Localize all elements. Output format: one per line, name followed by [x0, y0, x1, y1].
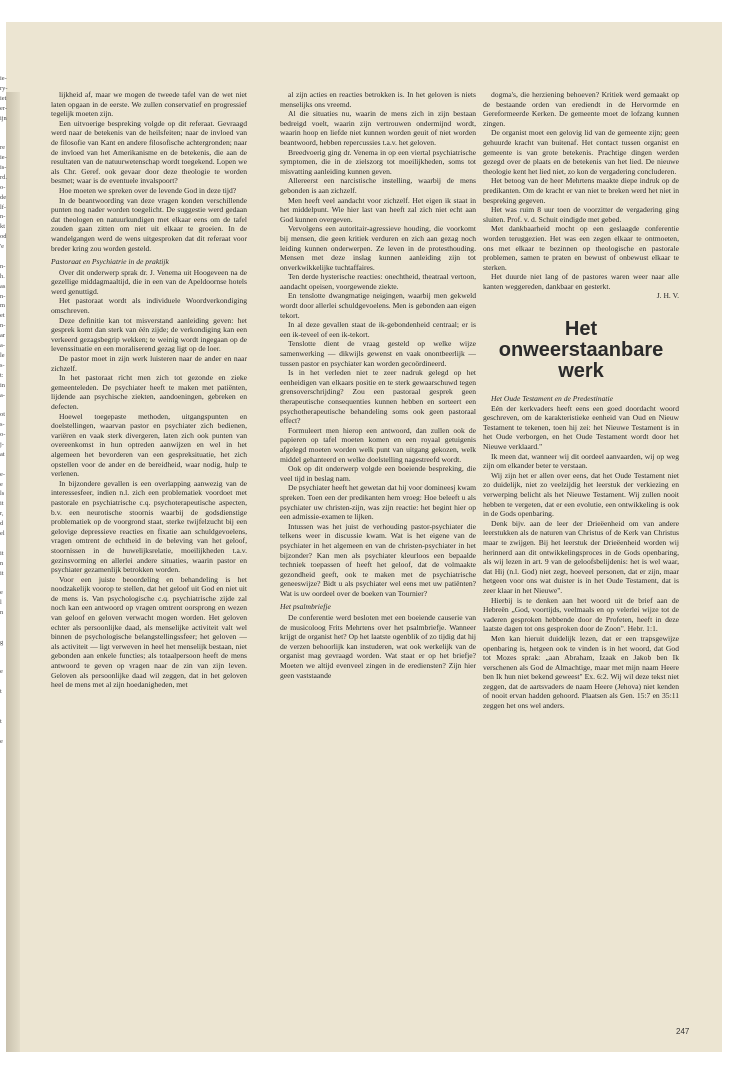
edge-fragment [0, 539, 16, 549]
edge-fragment [0, 707, 16, 717]
edge-fragment: iet [0, 94, 7, 102]
column-2 [280, 90, 476, 1020]
paragraph: Al die situaties nu, waarin de mens zich in zijn bestaan bedreigd voelt, waarin zijn vertrouwen ondermijnd wordt, waarin hoop en liefde niet kunnen worden geuit of niet worden beantwoord, hebben repercussies t.a.v. het geloven. [280, 109, 476, 147]
edge-fragment: ot [0, 411, 5, 419]
edge-fragment [0, 697, 16, 707]
edge-fragment: at [0, 450, 5, 458]
paragraph: Tenslotte dient de vraag gesteld op welke wijze samenwerking — dikwijls gewenst en vaak onontbeerlijk — tussen pastor en psychiater kan worden gecoördineerd. [280, 339, 476, 368]
edge-fragment: l [0, 599, 2, 607]
paragraph: Is in het verleden niet te zeer nadruk gelegd op het eenheidigen van elkaars positie en te sterk gewaarschuwd tegen grensoverschrijding? Zou een pastoraal gesprek geen therapeutische consequenties kunnen hebben en sorteert een psychotherapeutische behandeling soms ook geen pastoraal effect? [280, 368, 476, 426]
edge-fragment [0, 658, 16, 668]
paragraph: Eén der kerkvaders heeft eens een goed doordacht woord geschreven, om de karakteristieke eenheid van Oud en Nieuw Testament te tekenen, toen hij zei: het Nieuwe Testament is in het Oude verborgen, en het Oude Testament wordt door het Nieuwe verklaard." [483, 403, 679, 452]
edge-fragment: in [0, 381, 5, 389]
edge-fragment: 'e [0, 243, 4, 251]
paragraph: Het pastoraat wordt als individuele Woordverkondiging omschreven. [51, 296, 247, 316]
edge-fragment [0, 460, 16, 470]
paragraph: al zijn acties en reacties betrokken is. In het geloven is niets menselijks ons vreemd. [280, 90, 476, 109]
paragraph: Denk bijv. aan de leer der Drieëenheid om van andere leerstukken als de naturen van Christus of de Kerk van Christus maar te zwijgen. Bij het leerstuk der Drieëenheid worden wij herinnerd aan dit ontwikkelingsproces in de Gods openbaring, als wij lezen in art. 9 van de geloofsbelijdenis: het is wel waar, dat Hij (n.l. God) niet zegt, hoeveel personen, dat er zijn, maar hetgeen voor ons wat duister is in het Oude Testament, dat is zeer klaar in het Nieuwe". [483, 518, 679, 595]
paragraph: In al deze gevallen staat de ik-gebondenheid centraal; er is een ik-teveel of een ik-tekort. [280, 320, 476, 339]
edge-fragment: h. [0, 272, 5, 280]
edge-fragment [0, 252, 16, 262]
edge-fragment: is- [0, 164, 7, 172]
paragraph: Met dankbaarheid mocht op een geslaagde conferentie worden teruggezien. Het was een zegen elkaar te ontmoeten, ons met elkaar te bezinnen op theologische en pastorale problemen, samen te praten en bewust of onbewust elkaar te sterken. [483, 224, 679, 272]
paragraph: De psychiater heeft het gewetan dat hij voor domineesj kwam spreken. Toen een der predikanten hem vroeg: Hoe beleeft u als psychiater uw christen-zijn, was zijn reactie: het begint hier op een admissie-examen te lijken. [280, 483, 476, 522]
edge-fragment: e [0, 737, 3, 745]
edge-fragment [0, 578, 16, 588]
edge-fragment: el [0, 529, 5, 537]
edge-fragment: ar [0, 332, 5, 340]
paragraph: In het pastoraat richt men zich tot gezonde en zieke gemeenteleden. De psychiater heeft te maken met patiënten, lijdende aan psychische ziekten, aandoeningen, gebreken en defecten. [51, 373, 247, 411]
edge-fragment: n [0, 609, 4, 617]
edge-fragment: ijn [0, 114, 7, 122]
paragraph: Hierbij is te denken aan het woord uit de brief aan de Hebreën „God, voortijds, veelmaals en op velerlei wijze tot de vaderen gesproken hebbende door de Profeten, heeft in deze laatste dagen tot ons gesproken door de Zoon". Hebr. 1:1. [483, 595, 679, 634]
column-1 [51, 90, 247, 1020]
edge-fragment: s- [0, 361, 5, 369]
edge-fragment: ie- [0, 75, 7, 82]
paragraph: Ik meen dat, wanneer wij dit oordeel aanvaarden, wij op weg zijn om elkander beter te verstaan. [483, 451, 679, 471]
edge-fragment [0, 727, 16, 737]
previous-page-edge-text [0, 74, 16, 747]
paragraph: Men heeft veel aandacht voor zichzelf. Het eigen ik staat in het middelpunt. Wie hier last van heeft zal zich niet echt aan God kunnen overgeven. [280, 195, 476, 224]
edge-fragment: g [0, 638, 4, 646]
paragraph: Het was ruim 8 uur toen de voorzitter de vergadering ging sluiten. Prof. v. d. Schuit eindigde met gebed. [483, 205, 679, 224]
paragraph: Deze definitie kan tot misverstand aanleiding geven: het gesprek komt dan sterk van één zijde; de verkondiging kan een verkeerd gezagsbegrip wekken; te weinig wordt ingegaan op de levenssituatie en een moraliserend gezag ligt op de loer. [51, 315, 247, 354]
paragraph: De organist moet een gelovig lid van de gemeente zijn; geen gehuurde kracht van buitenaf. Het contact tussen organist en gemeente is van grote betekenis. Prachtige dingen werden gezegd over de plaats en de betekenis van het lied. De nieuwe theologie kent het lied niet, zo kon de vergadering concluderen. [483, 128, 679, 176]
edge-fragment: e [0, 668, 3, 676]
edge-fragment: kt [0, 223, 5, 231]
author-signature: J. H. V. [656, 291, 679, 301]
column-3 [483, 90, 679, 1020]
paragraph: lijkheid af, maar we mogen de tweede tafel van de wet niet laten opgaan in de eerste. We zullen conservatief en progressief tegelijk moeten zijn. [51, 90, 247, 119]
edge-fragment: er- [0, 104, 7, 112]
col2-paragraph-group-1 [280, 90, 476, 598]
col1-paragraph-group-1 [51, 90, 247, 253]
edge-fragment: t [0, 717, 2, 725]
edge-fragment: a- [0, 391, 5, 399]
edge-fragment: it [0, 569, 4, 577]
edge-fragment: n- [0, 292, 6, 300]
paragraph: Wij zijn het er allen over eens, dat het Oude Testament niet zo duidelijk, niet zo veelzijdig het leerstuk der verkiezing en verwerping belicht als het Nieuwe Testament. Wij zullen nooit hebben te vergeten, dat er een evolutie, een ontwikkeling is ook in de Gods openbaring. [483, 470, 679, 519]
edge-fragment: re [0, 144, 5, 152]
section-heading-psalmbriefje: Het psalmbriefje [280, 602, 331, 612]
edge-fragment [0, 400, 16, 410]
edge-fragment: lf- [0, 203, 7, 211]
paragraph: Ook op dit onderwerp volgde een boeiende bespreking, die veel tijd in beslag nam. [280, 464, 476, 483]
paragraph: En tenslotte dwangmatige neigingen, waarbij men gekweld wordt door allerlei schuldgevoelens. Men is gebonden aan eigen tekort. [280, 291, 476, 320]
edge-fragment [0, 618, 16, 628]
edge-fragment: e- [0, 470, 5, 478]
paragraph: Men kan hieruit duidelijk lezen, dat er een trapsgewijze openbaring is, hetgeen ook te vinden is in het woord, dat God tot Mozes sprak: „aan Abraham, Izaak en Jakob ben Ik verschenen als God de Almachtige, maar met mijn naam Heere ben Ik hun niet bekend geweest" Ex. 6:2. Wij wil deze tekst niet zeggen, dat de aartsvaders de naam Heere (Jehova) niet kenden of nooit ervan hadden gehoord. Plaatsen als Gen. 15:7 en 35:11 zeggen het ons wel anders. [483, 633, 679, 711]
col3-paragraph-group-2 [483, 404, 679, 711]
edge-fragment: n- [0, 262, 6, 270]
paragraph: Intussen was het juist de verhouding pastor-psychiater die telkens weer in discussie kwam. Wat is het eigene van de psychiater in het algemeen en van de christen-psychiater in het bijzonder? Kan men als psychiater kleurloos een bepaalde techniek toepassen of heeft het geloof, dat de volmaakte gezondheid geeft, ook te maken met de psychiatrische geneeswijze? Bidt u als psychiater wel eens met uw patiënten? Wat is uw oordeel over de boeken van Tournier? [280, 521, 476, 598]
paragraph: Breedvoerig ging dr. Venema in op een viertal psychiatrische symptomen, die in de zielszorg tot moeilijkheden, soms tot misvatting aanleiding kunnen geven. [280, 147, 476, 176]
edge-fragment: o- [0, 183, 6, 191]
edge-fragment: it [0, 549, 4, 557]
paragraph: Het duurde niet lang of de pastores waren weer naar alle kanten weggereden, dankbaar en gesterkt. [483, 272, 679, 291]
edge-fragment: e [0, 589, 3, 597]
edge-fragment [0, 628, 16, 638]
col2-paragraph-group-2 [280, 613, 476, 680]
article-title-line-1: Het [564, 318, 598, 341]
paragraph: Ten derde hysterische reacties: onechtheid, theatraal vertoon, aandacht opeisen, voorgewende ziekte. [280, 272, 476, 291]
article-title-line-3: werk [558, 360, 604, 383]
article-subtitle: Het Oude Testament en de Predestinatie [491, 394, 613, 404]
edge-fragment: ls [0, 490, 5, 498]
edge-fragment: od [0, 233, 7, 241]
paragraph: Hoewel toegepaste methoden, uitgangspunten en doelstellingen, waarvan pastor en psychiater zich bedienen, variëren en vaak sterk divergeren, laten zich ook punten van overeenkomst in hun optreden aanwijzen en wel in het algemeen het bevorderen van een gespreksituatie, het zich opstellen voor de ander en de bereidheid, waar nodig, hulp te verlenen. [51, 411, 247, 479]
paragraph: De pastor moet in zijn werk luisteren naar de ander en naar zichzelf. [51, 354, 247, 373]
edge-fragment [0, 677, 16, 687]
edge-fragment: ie- [0, 154, 7, 162]
edge-fragment: o- [0, 431, 6, 439]
paragraph: Een uitvoerige bespreking volgde op dit referaat. Gevraagd werd naar de betekenis van de heilsfeiten; naar de invloed van de filosofie van Kant en andere filosofische achtergronden; naar de invloed van het Amerikanisme en de betekenis, die aan de resultaten van de natuurwetenschap wordt toegekend. Lopen we als Chr. Geref. ook gevaar door deze theologie te worden besmet; waar is de eventuele invalspoort? [51, 118, 247, 186]
edge-fragment: le [0, 351, 5, 359]
paragraph: Vervolgens een autoritair-agressieve houding, die voorkomt bij mensen, die geen kritiek verduren en zich aan gezag noch leiding kunnen onderwerpen. Ze leven in de protesthouding. Mensen met deze inslag kunnen aanleiding zijn tot onverkwikkelijke tuchtaffaires. [280, 224, 476, 272]
paragraph: In bijzondere gevallen is een overlapping aanwezig van de interessesfeer, indien n.l. zich een problematiek voordoet met pastorale en psychiatrische c.q. psychoterapeutische aspecten, b.v. een neurotische stoornis waarbij de godsdienstige problematiek op de voorgrond staat, sterke twijfelzucht bij een gelovige depressieve reacties en fixatie aan schuldgevoelens, vragen omtrent de echtheid in de beleving van het geloof, stoornissen in de huwelijksrelatie, moeilijkheden t.a.v. gezinsvorming en allerlei andere situaties, waarin pastor en psychiater gezamenlijk betrokken worden. [51, 478, 247, 575]
page-number: 247 [676, 1027, 690, 1036]
edge-fragment: rd. [0, 173, 7, 181]
edge-fragment: r, [0, 510, 4, 518]
edge-fragment: e [0, 480, 3, 488]
edge-fragment: t [0, 688, 2, 696]
paragraph: In de beantwoording van deze vragen konden verschillende punten nog nader worden toegelicht. De suggestie werd gedaan dat theologen en natuurkundigen met elkaar eens om de tafel zouden gaan zitten om niet uit elkaar te groeien. In de wandelgangen werd de wens uitgesproken dat dit referaat voor breder kring zou worden gesteld. [51, 195, 247, 253]
col1-paragraph-group-2 [51, 268, 247, 690]
paragraph: De conferentie werd besloten met een boeiende causerie van de musicoloog Frits Mehrtens over het psalmbriefje. Wanneer krijgt de organist het? Op het laatste ogenblik of zo tijdig dat hij de verzen behoorlijk kan instuderen, wat ook werkelijk van de organist mag gevraagd worden. Wat staat er op het briefje? Moeten we altijd evenveel zingen in de erediensten? Zijn hier geen vaststaande [280, 613, 476, 680]
col3-paragraph-group-1 [483, 90, 679, 291]
paragraph: Formuleert men hierop een antwoord, dan zullen ook de papieren op tafel moeten komen en een royaal getuigenis afgelegd moeten worden welk punt van uitgang gekozen, welk middel gehanteerd en welke doelstelling nagestreefd wordt. [280, 425, 476, 464]
edge-fragment: j- [0, 440, 4, 448]
edge-fragment: n- [0, 213, 6, 221]
edge-fragment: t: [0, 371, 4, 379]
paragraph: Hoe moeten we spreken over de levende God in deze tijd? [59, 185, 237, 195]
paragraph: Voor een juiste beoordeling en behandeling is het noodzakelijk voorop te stellen, dat het geloof uit God en niet uit de mens is. Van psychologische c.q. psychiatrische zijde zal noch kan een antwoord op vragen omtrent oorsprong en wezen van geloof en geloven verwacht mogen worden. Het geloven echter als persoonlijke daad, als menselijke activiteit valt wel binnen de psychologische belangstellingssfeer; het geloven — als activiteit — ligt verweven in heel het menselijk bestaan, niet gebonden aan enkele functies; als totaalpersoon heeft de mens antwoord te geven op vragen naar de zin van zijn leven. Geloven als persoonlijke daad wil zeggen, dat in het geloven heel de mens met al zijn hoedanigheden, met [51, 574, 247, 690]
article-title-line-2: onweerstaanbare [498, 339, 664, 362]
edge-fragment: de [0, 193, 7, 201]
edge-fragment: m [0, 302, 5, 310]
edge-fragment [0, 123, 16, 133]
edge-fragment: s- [0, 421, 5, 429]
edge-fragment: n [0, 559, 4, 567]
edge-fragment: ry- [0, 84, 8, 92]
edge-fragment: it [0, 500, 4, 508]
edge-fragment: a- [0, 342, 5, 350]
edge-fragment: as [0, 282, 6, 290]
edge-fragment: n- [0, 322, 6, 330]
paragraph: Allereerst een narcistische instelling, waarbij de mens gebonden is aan zichzelf. [280, 176, 476, 195]
paragraph: Over dit onderwerp sprak dr. J. Venema uit Hoogeveen na de gezellige middagmaaltijd, die in een van de Apeldoornse hotels werd genuttigd. [51, 267, 247, 296]
edge-fragment: d [0, 520, 4, 528]
paragraph: Het betoog van de heer Mehrtens maakte diepe indruk op de predikanten. Om de kracht er van niet te breken werd het niet in bespreking gegeven. [483, 176, 679, 205]
paragraph: dogma's, die herziening behoeven? Kritiek werd gemaakt op de bestaande orden van erediendt in de Hervormde en Gereformeerde Kerken. De gemeente moet de lofzang kunnen zingen. [483, 90, 679, 128]
edge-fragment: et [0, 312, 5, 320]
article-title [483, 319, 679, 382]
edge-fragment [0, 648, 16, 658]
edge-fragment [0, 133, 16, 143]
section-heading-pastoraat: Pastoraat en Psychiatrie in de praktijk [51, 257, 169, 267]
